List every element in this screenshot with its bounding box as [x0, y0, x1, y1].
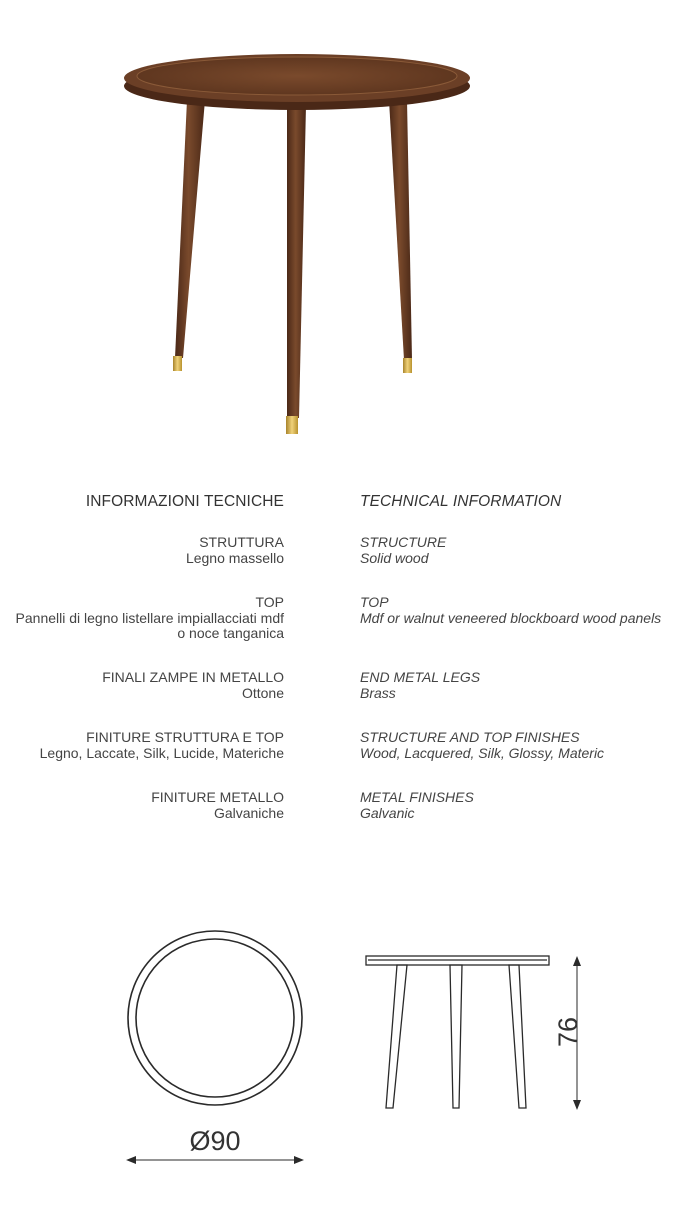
spec-it-title: FINITURE STRUTTURA E TOP	[86, 729, 284, 745]
spec-en-title: STRUCTURE	[360, 534, 447, 550]
spec-it-value: Legno, Laccate, Silk, Lucide, Materiche	[39, 744, 284, 761]
spec-en-title: STRUCTURE AND TOP FINISHES	[360, 729, 580, 745]
spec-en-end-metal-legs	[360, 670, 690, 701]
spec-it-title: FINITURE METALLO	[151, 789, 284, 805]
spec-en-structure	[360, 535, 690, 566]
spec-it-value: Galvaniche	[213, 804, 284, 821]
heading-en: TECHNICAL INFORMATION	[360, 493, 562, 510]
height-label: 76	[553, 1016, 583, 1048]
leg-front	[286, 105, 306, 434]
spec-en-top	[360, 595, 690, 626]
spec-en-value: Wood, Lacquered, Silk, Glossy, Materic	[360, 744, 605, 761]
spec-en-value: Galvanic	[360, 804, 415, 821]
spec-it-title: FINALI ZAMPE IN METALLO	[102, 669, 284, 685]
technical-drawing	[0, 900, 690, 1200]
spec-en-metal-finishes	[360, 790, 690, 821]
spec-it-value: Ottone	[241, 684, 284, 701]
spec-it-end-metal-legs	[0, 670, 284, 701]
top-view-drawing	[128, 931, 302, 1105]
spec-en-value: Brass	[360, 684, 396, 701]
spec-en-value: Solid wood	[360, 549, 429, 566]
spec-it-structure	[0, 535, 284, 566]
spec-it-value: o noce tanganica	[177, 625, 284, 641]
leg-right	[389, 100, 412, 373]
spec-it-metal-finishes	[0, 790, 284, 821]
diameter-label: Ø90	[189, 1126, 241, 1156]
spec-en-title: METAL FINISHES	[360, 789, 474, 805]
heading-it: INFORMAZIONI TECNICHE	[85, 493, 284, 510]
spec-en-finishes	[360, 730, 690, 761]
side-view-drawing	[366, 956, 549, 1108]
table-top	[124, 54, 470, 110]
spec-en-value: Mdf or walnut veneered blockboard wood panels	[360, 609, 662, 626]
spec-it-title: TOP	[255, 594, 284, 610]
spec-it-value: Legno massello	[185, 549, 284, 566]
spec-it-value: Pannelli di legno listellare impiallacciati mdf	[15, 609, 284, 626]
product-photo	[0, 0, 690, 470]
spec-it-finishes	[0, 730, 284, 761]
leg-left	[173, 100, 205, 371]
spec-it-title: STRUTTURA	[199, 534, 284, 550]
spec-en-title: END METAL LEGS	[360, 669, 481, 685]
spec-en-title: TOP	[360, 594, 389, 610]
diameter-arrow	[126, 1156, 304, 1164]
spec-it-top	[0, 595, 284, 642]
